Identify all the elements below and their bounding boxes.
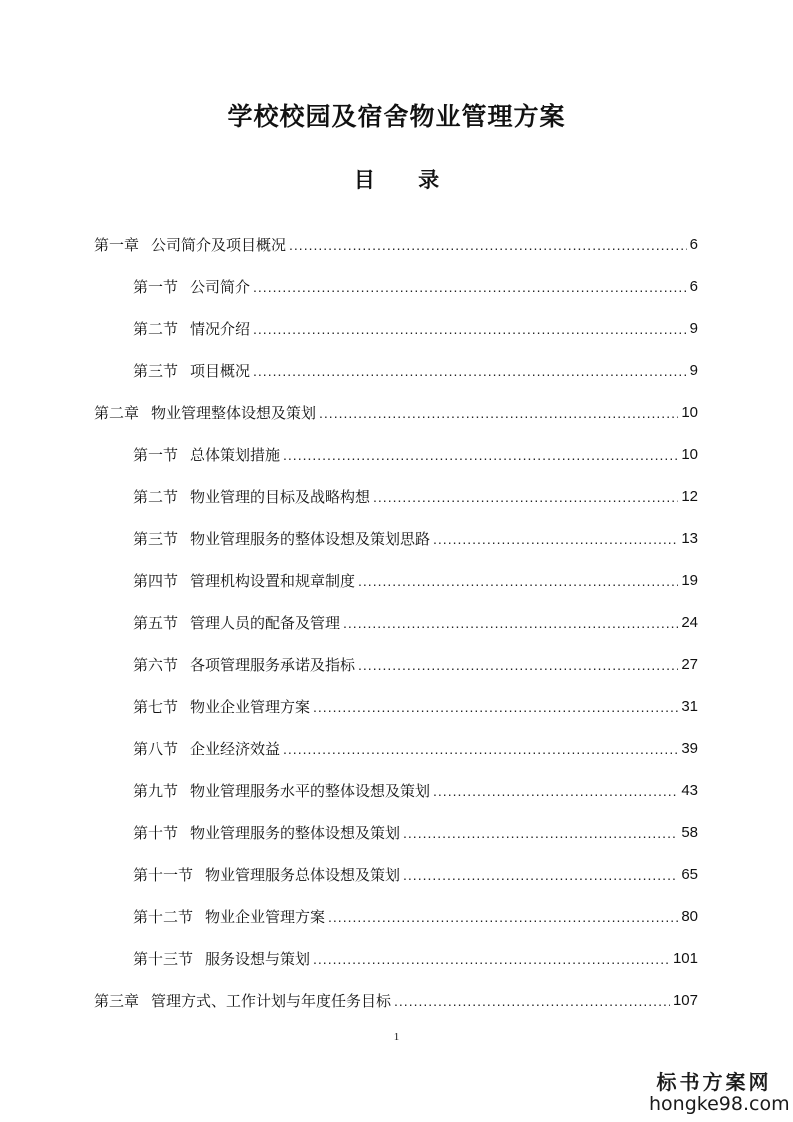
toc-entry-number: 第四节 xyxy=(133,572,179,590)
toc-dot-leader xyxy=(433,529,678,549)
toc-dot-leader xyxy=(373,487,678,507)
toc-entry-title: 各项管理服务承诺及指标 xyxy=(190,656,356,674)
toc-entry[interactable] xyxy=(133,565,698,591)
toc-entry-page: 12 xyxy=(681,488,698,505)
toc-dot-leader xyxy=(313,949,670,969)
toc-entry-number: 第一节 xyxy=(133,278,179,296)
toc-entry[interactable] xyxy=(133,943,698,969)
toc-entry[interactable] xyxy=(133,649,698,675)
toc-entry[interactable] xyxy=(133,691,698,717)
toc-entry-page: 31 xyxy=(681,698,698,715)
toc-entry[interactable] xyxy=(133,439,698,465)
toc-entry-number: 第二节 xyxy=(133,320,179,338)
toc-entry-title: 总体策划措施 xyxy=(190,446,281,464)
toc-entry-page: 65 xyxy=(681,866,698,883)
toc-entry[interactable] xyxy=(133,523,698,549)
toc-entry-page: 80 xyxy=(681,908,698,925)
toc-entry-title: 物业管理整体设想及策划 xyxy=(151,404,317,422)
toc-entry-title: 物业管理服务总体设想及策划 xyxy=(205,866,401,884)
toc-entry-page: 58 xyxy=(681,824,698,841)
toc-dot-leader xyxy=(313,697,678,717)
toc-entry-title: 管理人员的配备及管理 xyxy=(190,614,341,632)
toc-entry-title: 物业管理的目标及战略构想 xyxy=(190,488,371,506)
toc-entry-number: 第二节 xyxy=(133,488,179,506)
toc-entry[interactable] xyxy=(94,397,698,423)
toc-entry-number: 第七节 xyxy=(133,698,179,716)
toc-entry-title: 物业企业管理方案 xyxy=(190,698,311,716)
toc-entry-title: 管理机构设置和规章制度 xyxy=(190,572,356,590)
toc-dot-leader xyxy=(283,739,678,759)
toc-entry[interactable] xyxy=(94,229,698,255)
toc-entry[interactable] xyxy=(133,817,698,843)
toc-entry[interactable] xyxy=(133,313,698,339)
toc-entry-title: 物业管理服务的整体设想及策划 xyxy=(190,824,401,842)
toc-dot-leader xyxy=(433,781,678,801)
toc-entry-page: 13 xyxy=(681,530,698,547)
toc-entry-number: 第二章 xyxy=(94,404,140,422)
toc-entry-title: 企业经济效益 xyxy=(190,740,281,758)
watermark-name: 标书方案网 xyxy=(656,1070,772,1094)
toc-entry-page: 6 xyxy=(689,278,698,295)
toc-entry[interactable] xyxy=(133,775,698,801)
toc-entry-page: 9 xyxy=(689,362,698,379)
toc-entry[interactable] xyxy=(133,355,698,381)
toc-entry-page: 107 xyxy=(672,992,698,1009)
toc-entry-number: 第一节 xyxy=(133,446,179,464)
toc-entry-title: 物业管理服务的整体设想及策划思路 xyxy=(190,530,431,548)
toc-dot-leader xyxy=(358,571,678,591)
toc-entry[interactable] xyxy=(133,901,698,927)
toc-entry-page: 101 xyxy=(672,950,698,967)
toc-entry-number: 第一章 xyxy=(94,236,140,254)
toc-entry-number: 第三节 xyxy=(133,362,179,380)
toc-entry-page: 9 xyxy=(689,320,698,337)
toc-dot-leader xyxy=(328,907,678,927)
toc-dot-leader xyxy=(253,319,687,339)
toc-entry-number: 第九节 xyxy=(133,782,179,800)
toc-dot-leader xyxy=(403,823,678,843)
toc-entry-title: 物业企业管理方案 xyxy=(205,908,326,926)
toc-entry[interactable] xyxy=(133,271,698,297)
toc-dot-leader xyxy=(289,235,687,255)
toc-entry-number: 第八节 xyxy=(133,740,179,758)
toc-entry-number: 第十一节 xyxy=(133,866,194,884)
toc-entry-page: 19 xyxy=(681,572,698,589)
page-number: 1 xyxy=(393,1031,400,1043)
toc-entry[interactable] xyxy=(94,985,698,1011)
toc-entry-title: 物业管理服务水平的整体设想及策划 xyxy=(190,782,431,800)
toc-entry-number: 第十节 xyxy=(133,824,179,842)
toc-entry[interactable] xyxy=(133,481,698,507)
toc-entry-page: 27 xyxy=(681,656,698,673)
toc-entry-page: 10 xyxy=(681,446,698,463)
toc-dot-leader xyxy=(319,403,678,423)
toc-heading: 目 录 xyxy=(353,168,458,192)
toc-entry-title: 公司简介 xyxy=(190,278,251,296)
toc-entry-title: 情况介绍 xyxy=(190,320,251,338)
watermark-url: hongke98.com xyxy=(649,1093,790,1115)
toc-entry-page: 24 xyxy=(681,614,698,631)
toc-entry-page: 43 xyxy=(681,782,698,799)
toc-entry-title: 项目概况 xyxy=(190,362,251,380)
toc-entry[interactable] xyxy=(133,859,698,885)
document-title: 学校校园及宿舍物业管理方案 xyxy=(227,102,566,131)
toc-dot-leader xyxy=(343,613,678,633)
toc-dot-leader xyxy=(283,445,678,465)
toc-dot-leader xyxy=(358,655,678,675)
toc-entry-number: 第五节 xyxy=(133,614,179,632)
toc-entry-page: 6 xyxy=(689,236,698,253)
toc-entry-title: 管理方式、工作计划与年度任务目标 xyxy=(151,992,392,1010)
watermark-logo xyxy=(649,1066,790,1115)
toc-entry-number: 第十三节 xyxy=(133,950,194,968)
toc-entry-number: 第三节 xyxy=(133,530,179,548)
toc-entry-number: 第三章 xyxy=(94,992,140,1010)
toc-dot-leader xyxy=(253,361,687,381)
toc-dot-leader xyxy=(394,991,670,1011)
toc-entry-page: 39 xyxy=(681,740,698,757)
toc-dot-leader xyxy=(253,277,687,297)
toc-entry[interactable] xyxy=(133,607,698,633)
toc-entry-page: 10 xyxy=(681,404,698,421)
toc-entry-title: 公司简介及项目概况 xyxy=(151,236,287,254)
toc-entry[interactable] xyxy=(133,733,698,759)
toc-dot-leader xyxy=(403,865,678,885)
toc-entry-title: 服务设想与策划 xyxy=(205,950,311,968)
toc-entry-number: 第十二节 xyxy=(133,908,194,926)
toc-entry-number: 第六节 xyxy=(133,656,179,674)
